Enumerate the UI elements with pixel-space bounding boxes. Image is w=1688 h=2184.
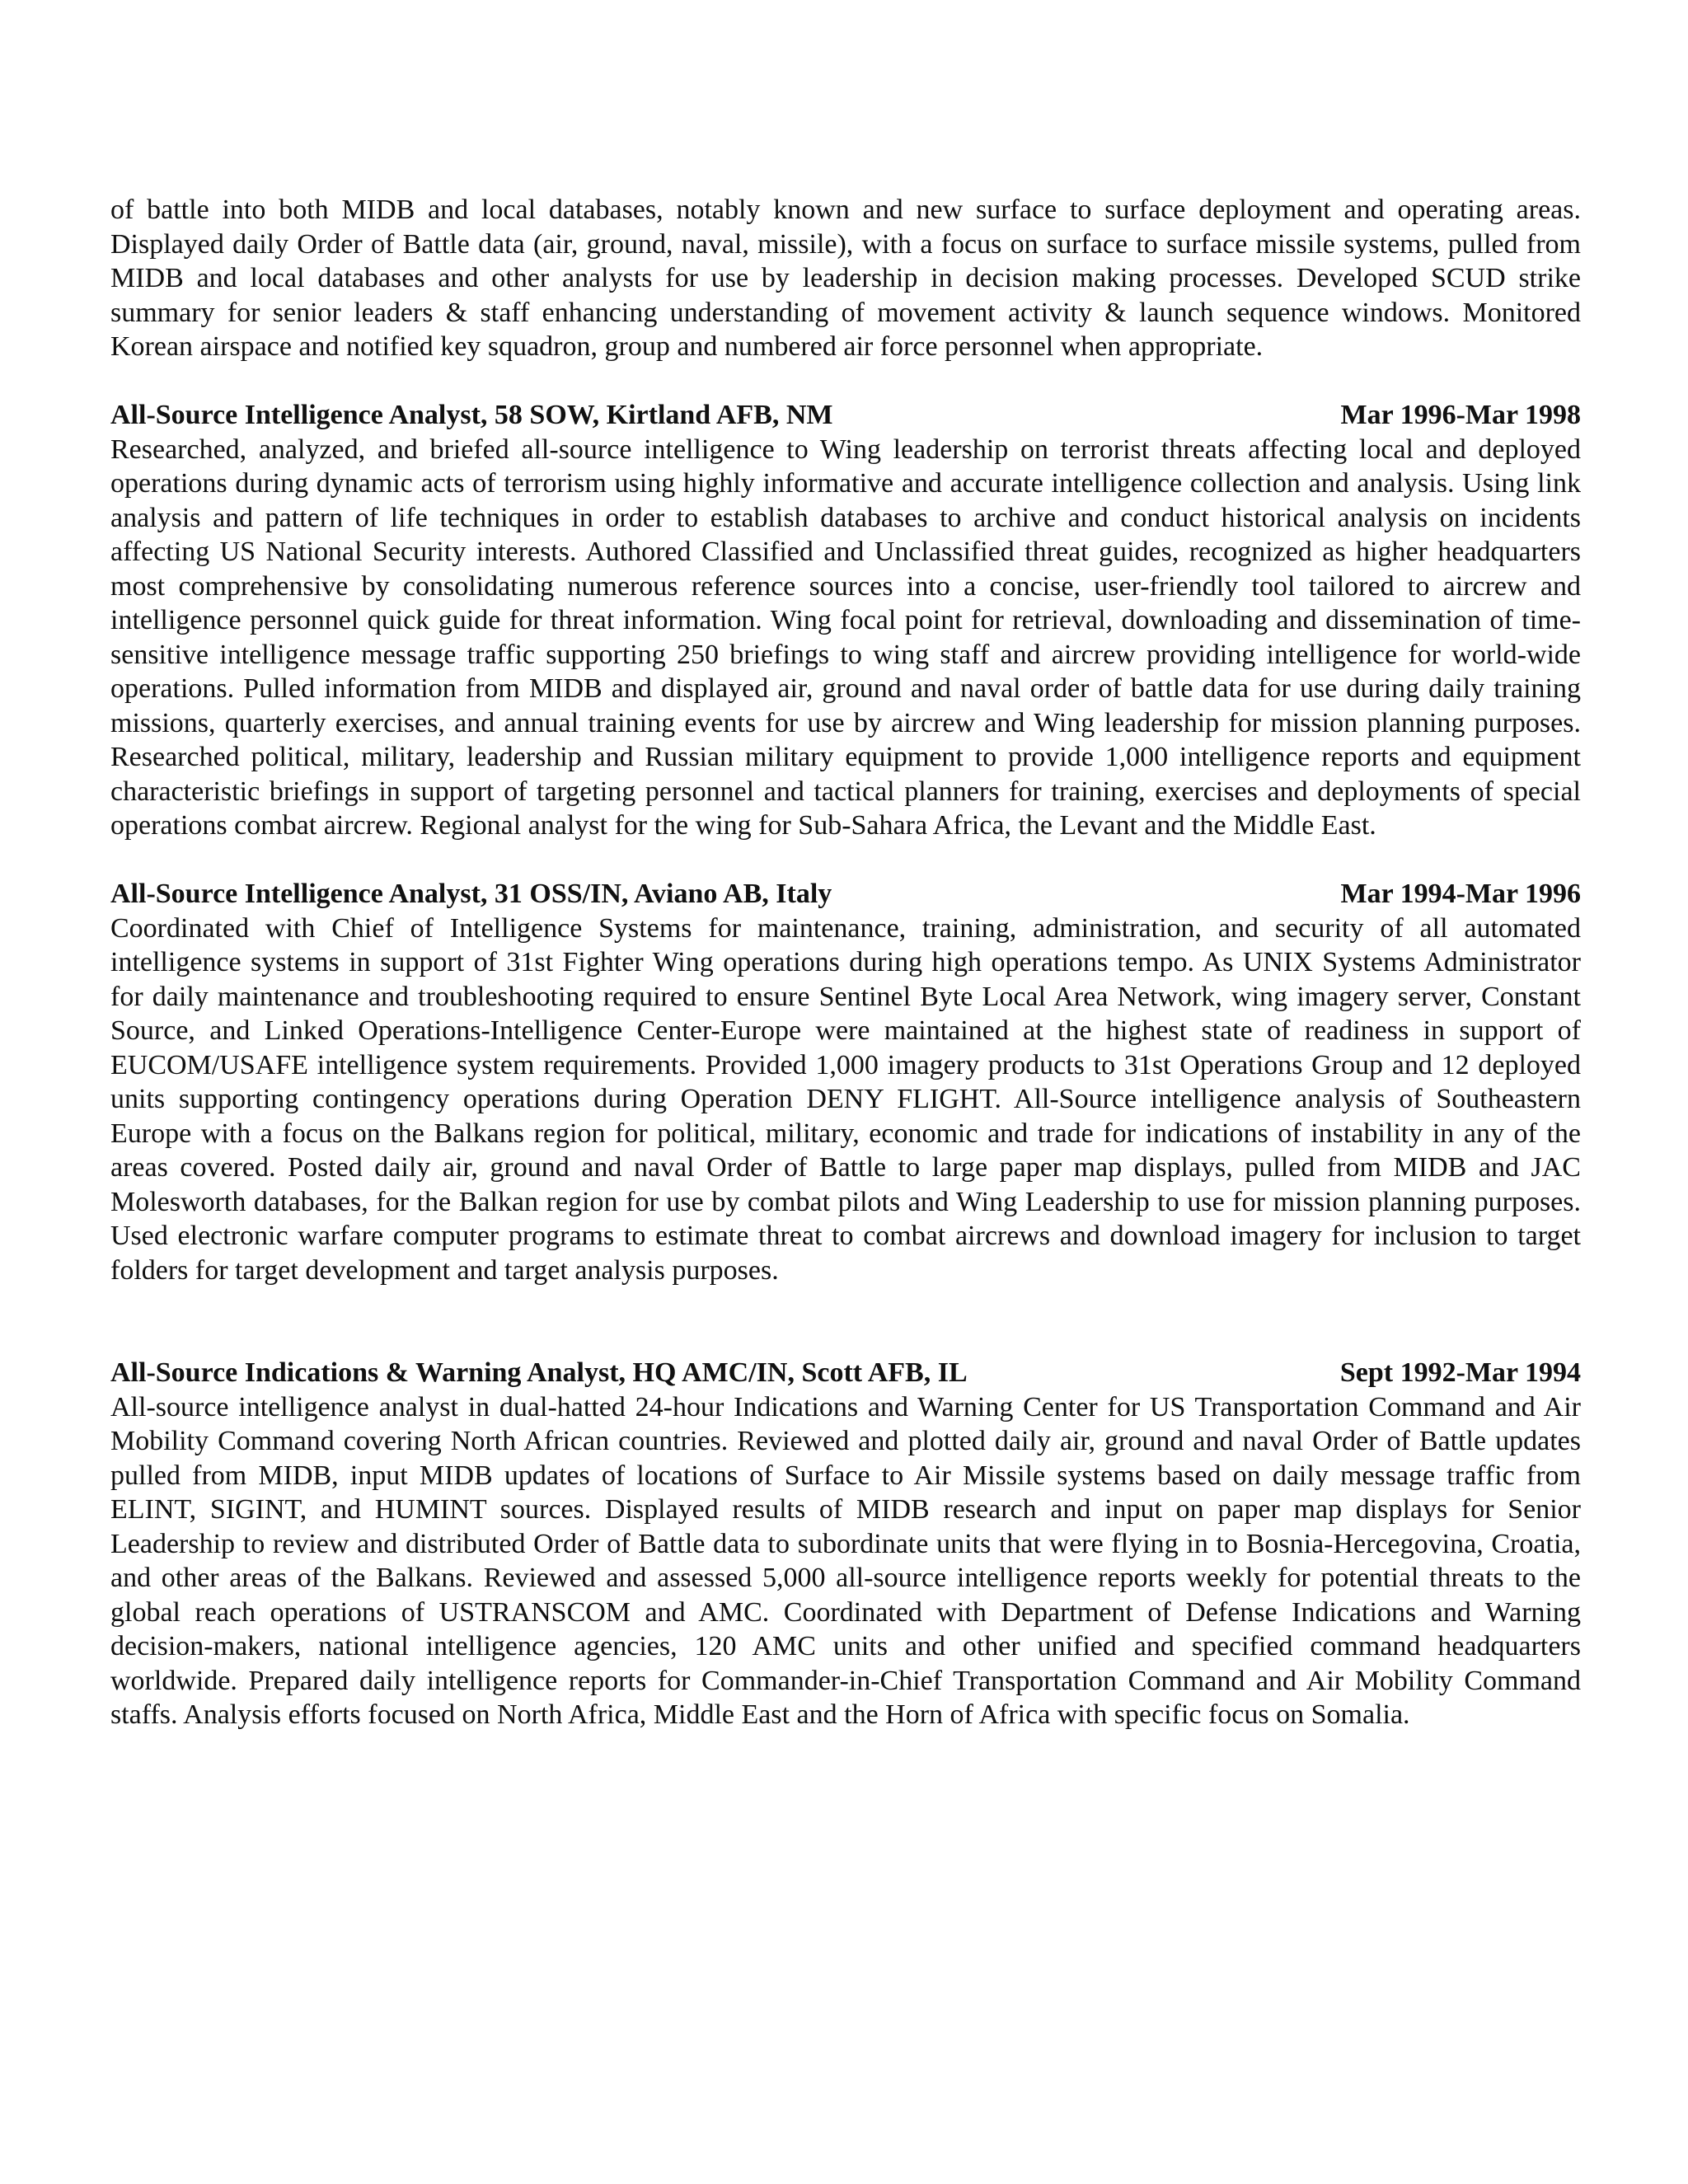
job-dates: Mar 1994-Mar 1996: [1340, 879, 1581, 909]
job-title: All-Source Intelligence Analyst, 31 OSS/IN, Aviano AB, Italy: [110, 879, 832, 909]
job-header: [110, 398, 1581, 433]
resume-page: [110, 193, 1581, 1732]
job-title: All-Source Intelligence Analyst, 58 SOW, Kirtland AFB, NM: [110, 400, 833, 430]
job-description: Researched, analyzed, and briefed all-source intelligence to Wing leadership on terrorist threats affecting local and deployed operations during dynamic acts of terrorism using highly informative and accurate intelligence collection and analysis. Using link analysis and pattern of life techniques in order to establish databases to archive and conduct historical analysis on incidents affecting US National Security interests. Authored Classified and Unclassified threat guides, recognized as higher headquarters most comprehensive by consolidating numerous reference sources into a concise, user-friendly tool tailored to aircrew and intelligence personnel quick guide for threat information. Wing focal point for retrieval, downloading and dissemination of time-sensitive intelligence message traffic supporting 250 briefings to wing staff and aircrew providing intelligence for world-wide operations. Pulled information from MIDB and displayed air, ground and naval order of battle data for use during daily training missions, quarterly exercises, and annual training events for use by aircrew and Wing leadership for mission planning purposes. Researched political, military, leadership and Russian military equipment to provide 1,000 intelligence reports and equipment characteristic briefings in support of targeting personnel and tactical planners for training, exercises and deployments of special operations combat aircrew. Regional analyst for the wing for Sub-Sahara Africa, the Levant and the Middle East.: [110, 434, 1581, 841]
job-entry-kirtland: [110, 398, 1581, 843]
job-entry-scott: [110, 1356, 1581, 1732]
job-entry-aviano: [110, 877, 1581, 1287]
job-dates: Sept 1992-Mar 1994: [1339, 1357, 1581, 1388]
job-description: Coordinated with Chief of Intelligence Systems for maintenance, training, administration, and security of all automated intelligence systems in support of 31st Fighter Wing operations during high operations tempo. As UNIX Systems Administrator for daily maintenance and troubleshooting required to ensure Sentinel Byte Local Area Network, wing imagery server, Constant Source, and Linked Operations-Intelligence Center-Europe were maintained at the highest state of readiness in support of EUCOM/USAFE intelligence system requirements. Provided 1,000 imagery products to 31st Operations Group and 12 deployed units supporting contingency operations during Operation DENY FLIGHT. All-Source intelligence analysis of Southeastern Europe with a focus on the Balkans region for political, military, economic and trade for indications of instability in any of the areas covered. Posted daily air, ground and naval Order of Battle to large paper map displays, pulled from MIDB and JAC Molesworth databases, for the Balkan region for use by combat pilots and Wing Leadership to use for mission planning purposes. Used electronic warfare computer programs to estimate threat to combat aircrews and download imagery for inclusion to target folders for target development and target analysis purposes.: [110, 912, 1581, 1286]
job-header: [110, 1356, 1581, 1390]
job-dates: Mar 1996-Mar 1998: [1340, 400, 1581, 430]
job-description: All-source intelligence analyst in dual-hatted 24-hour Indications and Warning Center for US Transportation Command and Air Mobility Command covering North African countries. Reviewed and plotted daily air, ground and naval Order of Battle updates pulled from MIDB, input MIDB updates of locations of Surface to Air Missile systems based on daily message traffic from ELINT, SIGINT, and HUMINT sources. Displayed results of MIDB research and input on paper map displays for Senior Leadership to review and distributed Order of Battle data to subordinate units that were flying in to Bosnia-Hercegovina, Croatia, and other areas of the Balkans. Reviewed and assessed 5,000 all-source intelligence reports weekly for potential threats to the global reach operations of USTRANSCOM and AMC. Coordinated with Department of Defense Indications and Warning decision-makers, national intelligence agencies, 120 AMC units and other unified and specified command headquarters worldwide. Prepared daily intelligence reports for Commander-in-Chief Transportation Command and Air Mobility Command staffs. Analysis efforts focused on North Africa, Middle East and the Horn of Africa with specific focus on Somalia.: [110, 1391, 1581, 1730]
intro-paragraph: of battle into both MIDB and local databases, notably known and new surface to surface deployment and operating areas. Displayed daily Order of Battle data (air, ground, naval, missile), with a focus on surface to surface missile systems, pulled from MIDB and local databases and other analysts for use by leadership in decision making processes. Developed SCUD strike summary for senior leaders & staff enhancing understanding of movement activity & launch sequence windows. Monitored Korean airspace and notified key squadron, group and numbered air force personnel when appropriate.: [110, 194, 1581, 362]
job-title: All-Source Indications & Warning Analyst, HQ AMC/IN, Scott AFB, IL: [110, 1357, 968, 1388]
job-header: [110, 877, 1581, 912]
